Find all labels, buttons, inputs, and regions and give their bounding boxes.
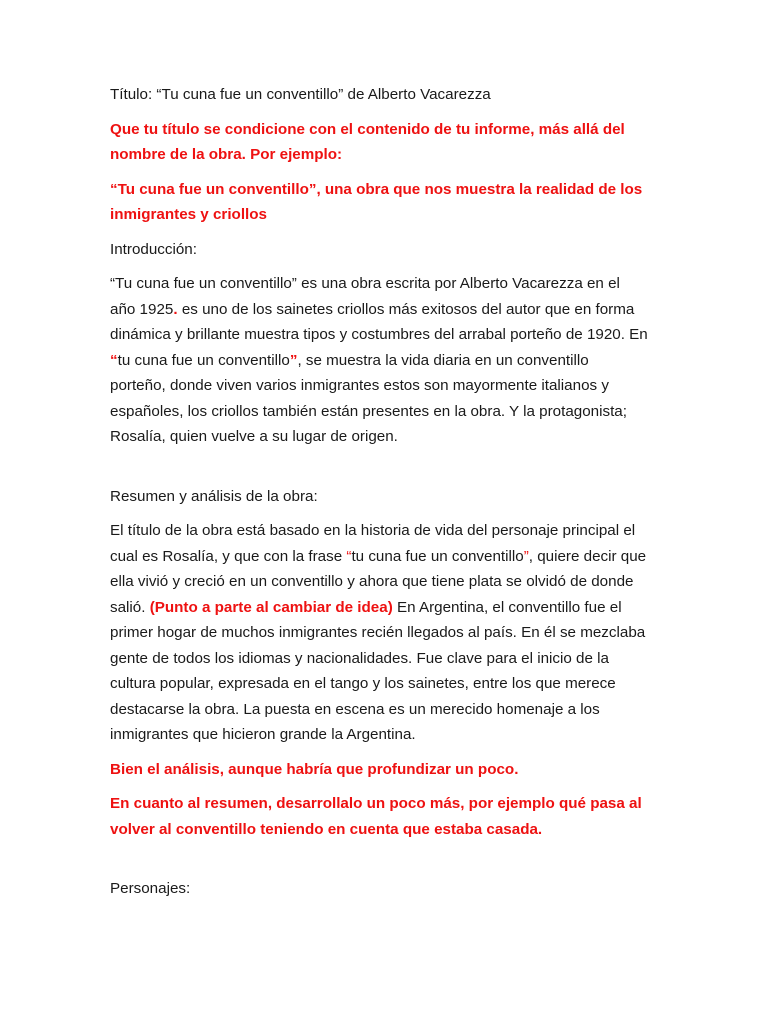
intro-text: , se muestra la vida diaria en un conventillo xyxy=(297,351,589,369)
summary-line: cultura popular, expresada en el tango y los sainetes, entre los que merece xyxy=(110,675,616,692)
intro-line: “Tu cuna fue un conventillo” es una obra escrita por Alberto Vacarezza en el xyxy=(110,275,620,292)
summary-text: tu cuna fue un conventillo xyxy=(351,547,524,565)
correction-mark: . xyxy=(173,300,178,318)
intro-line: porteño, donde viven varios inmigrantes estos son mayormente italianos y xyxy=(110,377,609,394)
summary-line: primer hogar de muchos inmigrantes recién llegados al país. En él se mezclaba xyxy=(110,624,646,641)
title-comment-line-1: Que tu título se condicione con el contenido de tu informe, más allá del xyxy=(110,120,625,138)
feedback-summary-line-1: En cuanto al resumen, desarrollalo un poco más, por ejemplo qué pasa al xyxy=(110,795,642,812)
summary-line: destacarse la obra. La puesta en escena es un merecido homenaje a los xyxy=(110,700,600,718)
summary-line xyxy=(110,544,660,570)
correction-mark: “ xyxy=(346,547,352,565)
summary-text: salió. xyxy=(110,598,150,616)
feedback-analysis: Bien el análisis, aunque habría que profundizar un poco. xyxy=(110,760,519,778)
summary-paragraph xyxy=(110,518,660,748)
title-line: Título: “Tu cuna fue un conventillo” de Alberto Vacarezza xyxy=(110,86,491,103)
summary-text: cual es Rosalía, y que con la frase xyxy=(110,547,347,565)
intro-text: es uno de los sainetes criollos más exitosos del autor que en forma xyxy=(177,300,635,318)
correction-mark: ” xyxy=(289,351,298,369)
intro-line xyxy=(110,348,660,374)
summary-heading: Resumen y análisis de la obra: xyxy=(110,487,318,505)
suggested-title-line-2: inmigrantes y criollos xyxy=(110,206,267,223)
characters-heading: Personajes: xyxy=(110,880,191,897)
summary-text: , quiere decir que xyxy=(528,547,647,565)
summary-line: inmigrantes que hicieron grande la Argentina. xyxy=(110,726,416,743)
summary-line: El título de la obra está basado en la historia de vida del personaje principal el xyxy=(110,522,636,539)
feedback-summary-line-2: volver al conventillo teniendo en cuenta que estaba casada. xyxy=(110,820,543,838)
suggested-title-line-1: “Tu cuna fue un conventillo”, una obra que nos muestra la realidad de los xyxy=(110,180,643,198)
intro-heading: Introducción: xyxy=(110,240,197,258)
summary-text: En Argentina, el conventillo fue el xyxy=(392,598,622,616)
intro-line xyxy=(110,297,660,323)
intro-paragraph xyxy=(110,271,660,450)
summary-line: gente de todos los idiomas y nacionalidades. Fue clave para el inicio de la xyxy=(110,649,609,667)
document-body xyxy=(110,82,660,902)
correction-mark: “ xyxy=(110,351,118,369)
summary-line xyxy=(110,595,660,621)
correction-mark: ” xyxy=(523,547,529,565)
title-comment-line-2: nombre de la obra. Por ejemplo: xyxy=(110,146,343,163)
intro-line: Rosalía, quien vuelve a su lugar de origen. xyxy=(110,428,398,445)
intro-text: año 1925 xyxy=(110,300,174,318)
intro-line: dinámica y brillante muestra tipos y costumbres del arrabal porteño de 1920. En xyxy=(110,326,648,343)
inline-correction: (Punto a parte al cambiar de idea) xyxy=(149,598,393,616)
intro-line: españoles, los criollos también están presentes en la obra. Y la protagonista; xyxy=(110,402,627,420)
intro-text: tu cuna fue un conventillo xyxy=(117,351,290,369)
summary-line: ella vivió y creció en un conventillo y ahora que tiene plata se olvidó de donde xyxy=(110,573,634,590)
